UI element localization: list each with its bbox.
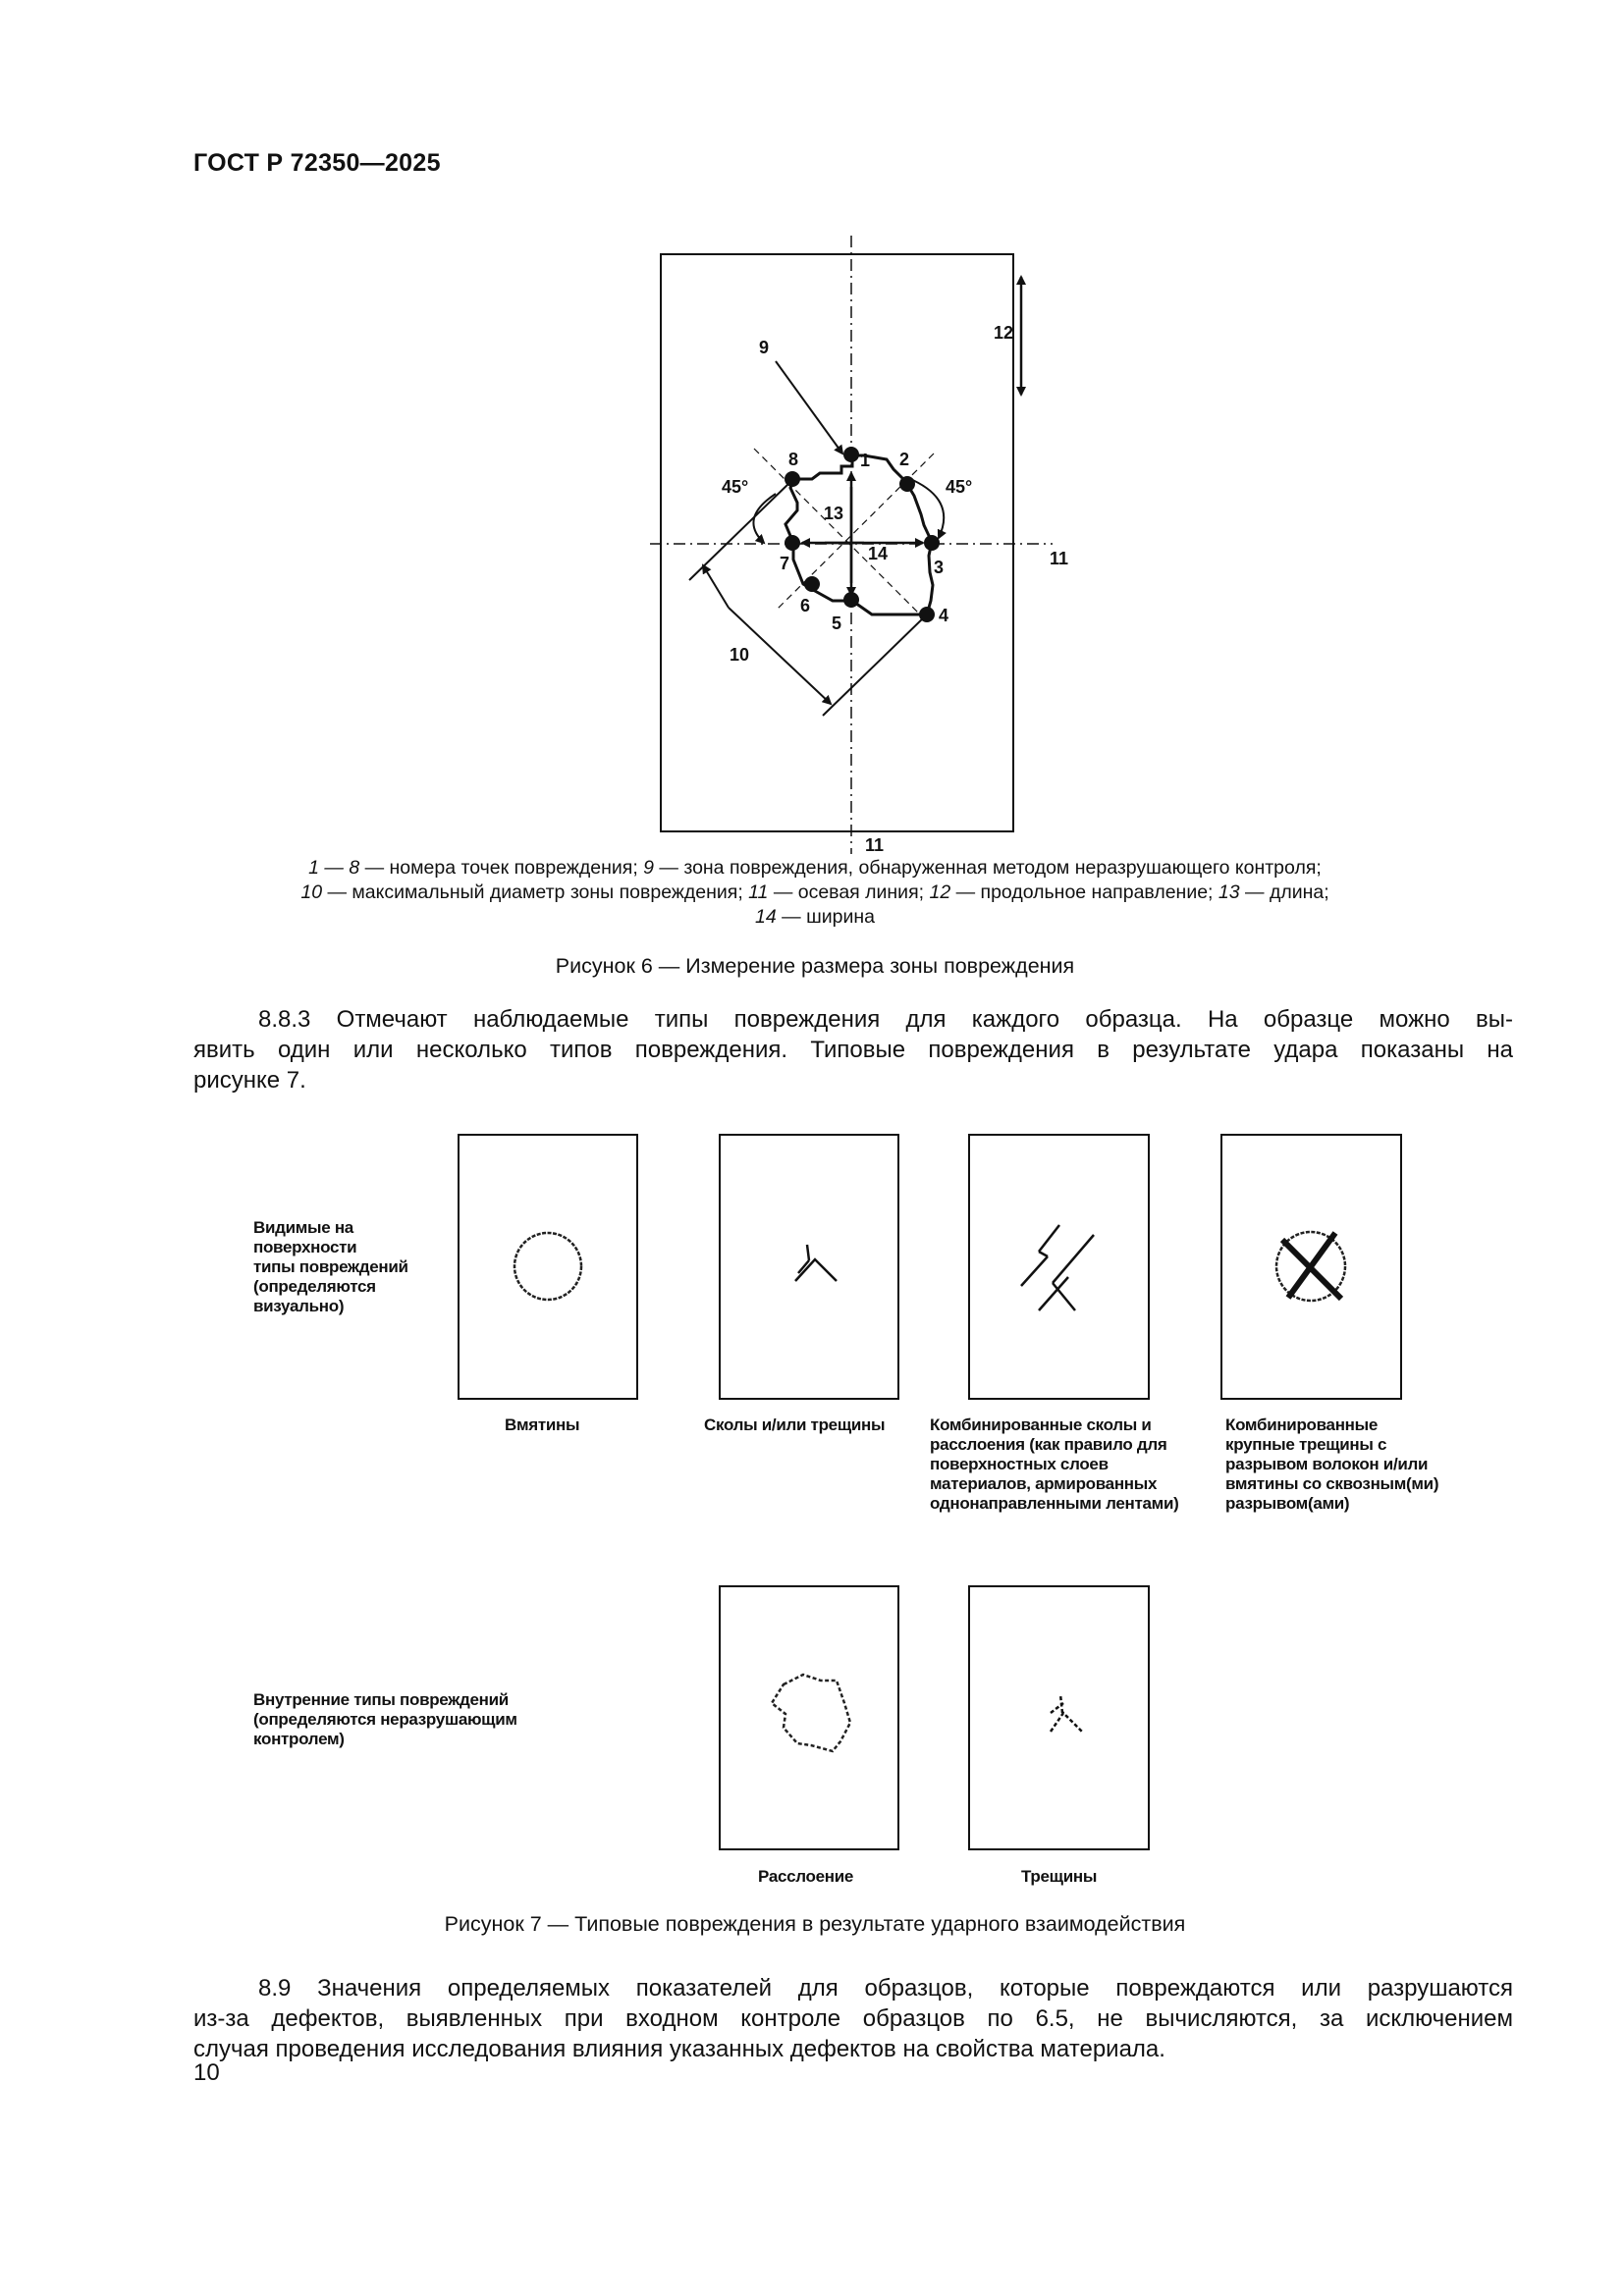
label-point-5: 5 — [832, 614, 842, 633]
label-width: 14 — [868, 544, 889, 563]
damage-point — [899, 476, 915, 492]
diagonal-line — [754, 449, 929, 623]
visible-damage-row-label: Видимые на поверхности типы повреждений (определяются визуально) — [253, 1218, 408, 1315]
label-axis-bottom: 11 — [865, 835, 885, 855]
label-axis-right: 11 — [1050, 549, 1069, 568]
panel-delamination — [720, 1586, 898, 1849]
zone-pointer-arrow — [776, 361, 842, 454]
dent-mark — [514, 1233, 581, 1300]
label-zone: 9 — [759, 338, 770, 357]
figure-6-legend — [177, 856, 1453, 930]
internal-damage-row-label: Внутренние типы повреждений (определяются неразрушающим контролем) — [253, 1690, 517, 1748]
damage-point — [843, 447, 859, 462]
label-point-7: 7 — [780, 554, 790, 573]
combined-mark — [1021, 1225, 1094, 1310]
label-point-4: 4 — [939, 606, 949, 625]
diameter-arrow — [703, 565, 729, 608]
label-point-8: 8 — [788, 450, 799, 469]
legend-line-1: 1 — 8 — номера точек повреждения; 9 — зона повреждения, обнаруженная методом неразрушающего контроля; — [308, 857, 1322, 879]
damage-point — [924, 535, 940, 551]
caption-delamination: Расслоение — [758, 1867, 854, 1886]
legend-line-2: 10 — максимальный диаметр зоны повреждения; 11 — осевая линия; 12 — продольное направление; 13 — длина; — [300, 881, 1329, 903]
chips-mark — [795, 1245, 837, 1281]
label-length: 13 — [824, 504, 844, 523]
paragraph-8-9: 8.9 Значения определяемых показателей для образцов, которые повреждаются или разрушаются из-за дефектов, выявленных при входном контроле образцов по 6.5, не вычисляются, за исключением случая проведения исследования влияния указанных дефектов на свойства материала. — [193, 1975, 1513, 2062]
legend-line-3: 14 — ширина — [755, 906, 875, 928]
damage-point — [919, 607, 935, 622]
damage-point — [843, 592, 859, 608]
figure-6-title: Рисунок 6 — Измерение размера зоны повреждения — [555, 954, 1075, 978]
internal-cracks-mark — [1051, 1694, 1082, 1732]
label-diameter: 10 — [730, 645, 750, 665]
document-header: ГОСТ Р 72350—2025 — [193, 149, 441, 177]
figure-7-title: Рисунок 7 — Типовые повреждения в результате ударного взаимодействия — [444, 1912, 1186, 1936]
angle-arc-left — [753, 494, 776, 543]
caption-chips: Сколы и/или трещины — [704, 1415, 886, 1434]
label-angle-right: 45° — [946, 477, 973, 497]
damage-point — [785, 471, 800, 487]
caption-dent: Вмятины — [505, 1415, 580, 1434]
figure-6-diagram — [628, 231, 1080, 859]
label-point-2: 2 — [899, 450, 910, 469]
damage-point — [804, 576, 820, 592]
label-longitudinal: 12 — [994, 323, 1014, 343]
damage-point — [785, 535, 800, 551]
caption-combined: Комбинированные сколы и расслоения (как правило для поверхностных слоев материалов, армированных однонаправленными лентами) — [930, 1415, 1179, 1513]
paragraph-8-8-3: 8.8.3 Отмечают наблюдаемые типы повреждения для каждого образца. На образце можно вы- явить один или несколько типов повреждения. Типовые повреждения в результате удара показаны на рисунке 7. — [193, 1006, 1513, 1094]
label-point-6: 6 — [800, 596, 811, 615]
label-point-1: 1 — [860, 451, 871, 470]
caption-major: Комбинированные крупные трещины с разрывом волокон и/или вмятины со сквозным(ми) разрывом(ами) — [1225, 1415, 1439, 1513]
label-angle-left: 45° — [722, 477, 749, 497]
caption-cracks: Трещины — [1021, 1867, 1098, 1886]
panel-combined — [969, 1135, 1149, 1399]
label-point-3: 3 — [934, 558, 945, 577]
delamination-mark — [772, 1675, 850, 1751]
page-number: 10 — [193, 2059, 220, 2086]
panel-dent — [459, 1135, 637, 1399]
major-mark — [1276, 1232, 1345, 1301]
